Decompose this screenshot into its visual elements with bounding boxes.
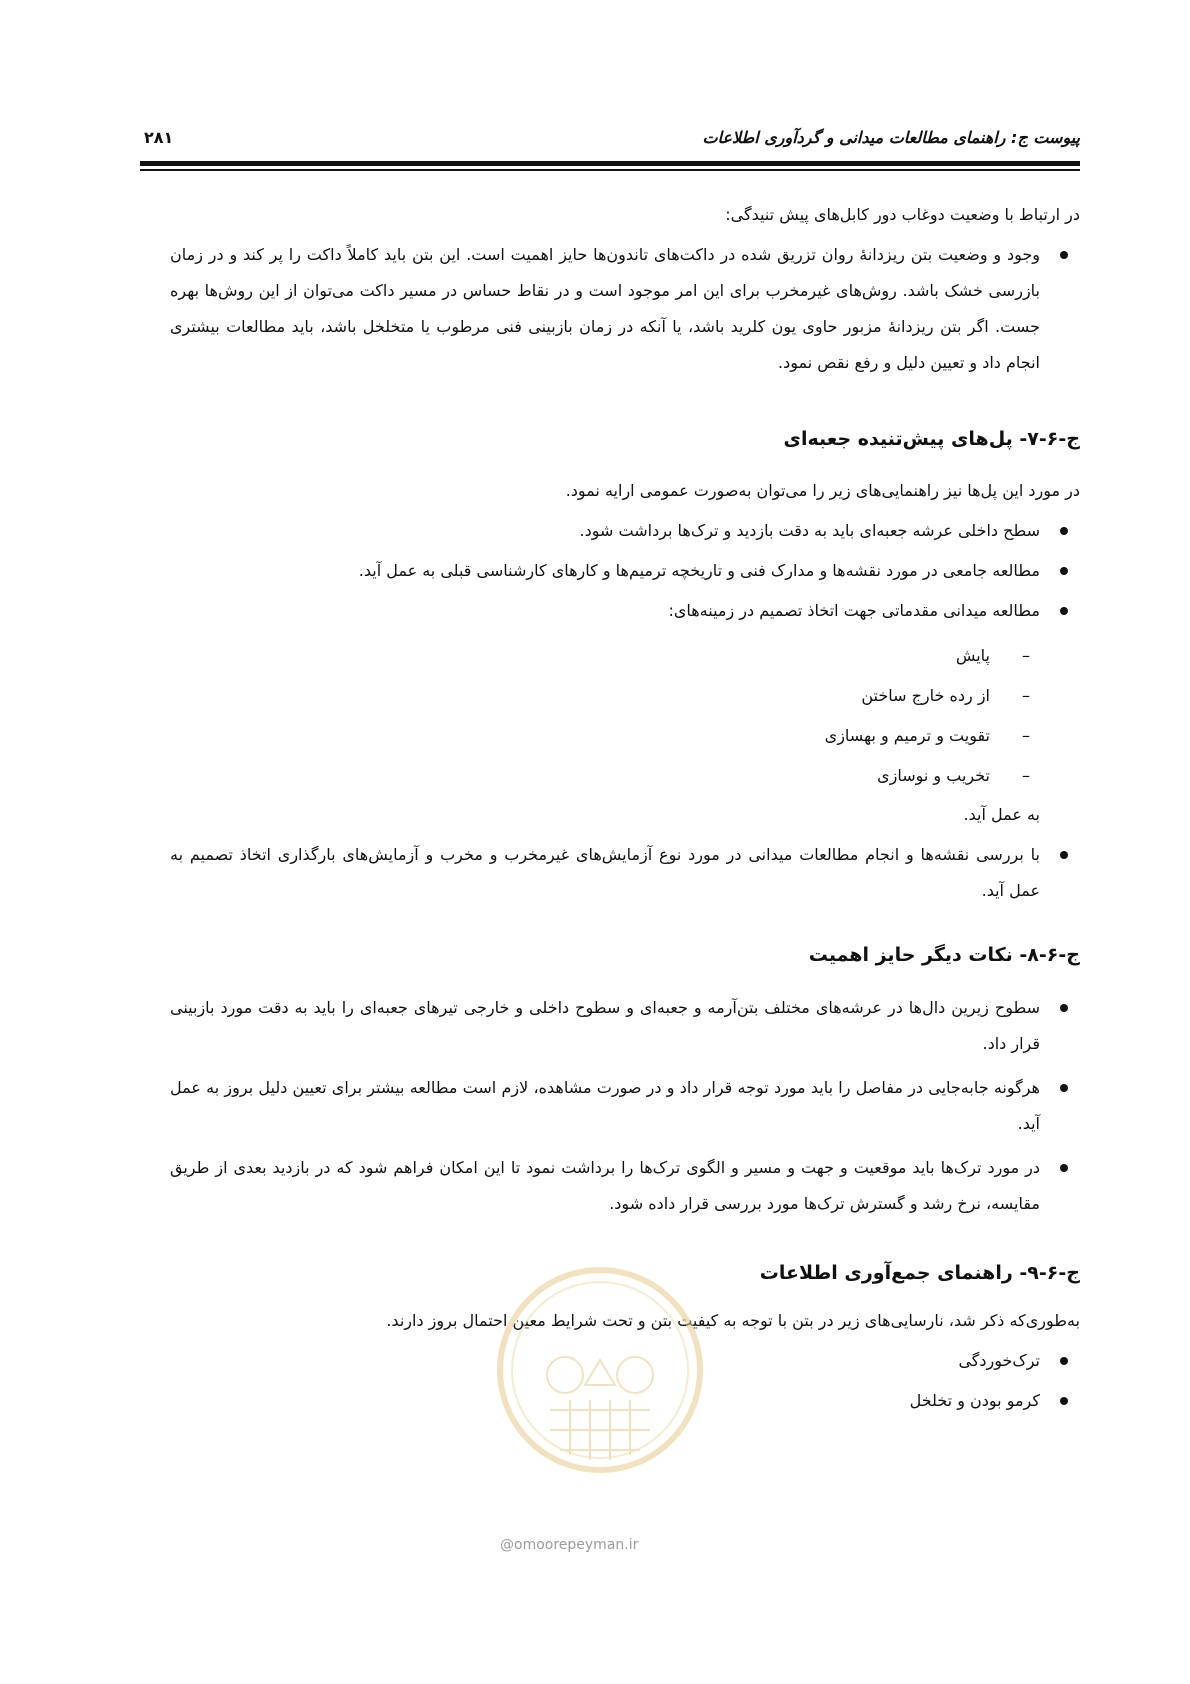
bullet-marker: [1060, 851, 1068, 859]
dash-marker: –: [1022, 726, 1030, 745]
intro-line: در ارتباط با وضعیت دوغاب دور کابل‌های پیش تنیدگی:: [725, 205, 1080, 224]
header-title: پیوست ج: راهنمای مطالعات میدانی و گردآوری اطلاعات: [702, 128, 1080, 147]
bullet-marker: [1060, 1397, 1068, 1405]
intro-bullet-text: وجود و وضعیت بتن ریزدانهٔ روان تزریق شده در داکت‌های تاندون‌ها حایز اهمیت است. این بتن باید کاملاً داکت را پر کند و در زمان بازرسی خشک باشد. روش‌های غیرمخرب برای این امر موجود است و در نقاط حساس در مسیر داکت می‌توان از این روش‌ها بهره جست. اگر بتن ریزدانهٔ مزبور حاوی یون کلرید باشد، یا آنکه در زمان بازبینی فنی مرطوب یا متخلخل باشد، باید مطالعات بیشتری انجام داد و تعیین دلیل و رفع نقص نمود.: [170, 245, 1040, 372]
section-7-bullet-1: سطح داخلی عرشه جعبه‌ای باید به دقت بازدید و ترک‌ها برداشت شود.: [579, 521, 1040, 540]
section-7-bullet-3: مطالعه میدانی مقدماتی جهت اتخاذ تصمیم در زمینه‌های:: [668, 601, 1040, 620]
bullet-marker: [1060, 1004, 1068, 1012]
section-8-heading: ج-۶-۸- نکات دیگر حایز اهمیت: [808, 944, 1080, 966]
bullet-marker: [1060, 567, 1068, 575]
section-7-heading: ج-۶-۷- پل‌های پیش‌تنیده جعبه‌ای: [783, 428, 1080, 450]
dash-item-3: تقویت و ترمیم و بهسازی: [824, 726, 990, 745]
section-8-bullet-3: در مورد ترک‌ها باید موقعیت و جهت و مسیر و الگوی ترک‌ها را برداشت نمود تا این امکان فراهم شود که در بازدید بعدی از طریق مقایسه، نرخ رشد و گسترش ترک‌ها مورد بررسی قرار داده شود.: [170, 1158, 1040, 1213]
dash-item-4: تخریب و نوسازی: [877, 766, 990, 785]
watermark-caption: @omoorepeyman.ir: [500, 1537, 639, 1553]
section-9-intro: به‌طوری‌که ذکر شد، نارسایی‌های زیر در بتن با توجه به کیفیت بتن و تحت شرایط معین احتمال بروز دارند.: [386, 1311, 1080, 1330]
header-rule-thick: [140, 161, 1080, 166]
section-9-bullet-1: ترک‌خوردگی: [958, 1351, 1040, 1370]
bullet-marker: [1060, 527, 1068, 535]
section-7-intro: در مورد این پل‌ها نیز راهنمایی‌های زیر را می‌توان به‌صورت عمومی ارایه نمود.: [565, 481, 1080, 500]
bullet-marker: [1060, 251, 1068, 259]
section-7-bullet-2: مطالعه جامعی در مورد نقشه‌ها و مدارک فنی و تاریخچه ترمیم‌ها و کارهای کارشناسی قبلی به عمل آید.: [358, 561, 1040, 580]
section-8-bullet-1: سطوح زیرین دال‌ها در عرشه‌های مختلف بتن‌آرمه و جعبه‌ای و سطوح داخلی و خارجی تیرهای جعبه‌ای را باید به دقت مورد بازبینی قرار داد.: [170, 998, 1040, 1053]
section-8-bullet-2: هرگونه جابه‌جایی در مفاصل را باید مورد توجه قرار داد و در صورت مشاهده، لازم است مطالعه بیشتر برای تعیین دلیل بروز به عمل آید.: [170, 1078, 1040, 1133]
dash-marker: –: [1022, 646, 1030, 665]
dash-marker: –: [1022, 766, 1030, 785]
section-9-bullet-2: کرمو بودن و تخلخل: [909, 1391, 1040, 1410]
dash-item-2: از رده خارج ساختن: [861, 686, 990, 705]
header-rule-thin: [140, 169, 1080, 171]
section-9-heading: ج-۶-۹- راهنمای جمع‌آوری اطلاعات: [759, 1262, 1080, 1284]
dash-item-1: پایش: [955, 646, 990, 665]
bullet-marker: [1060, 1164, 1068, 1172]
bullet-marker: [1060, 1357, 1068, 1365]
watermark-seal-icon: [490, 1260, 710, 1480]
after-dash-text: به عمل آید.: [963, 805, 1040, 824]
bullet-marker: [1060, 607, 1068, 615]
dash-marker: –: [1022, 686, 1030, 705]
bullet-marker: [1060, 1084, 1068, 1092]
section-7-last-bullet: با بررسی نقشه‌ها و انجام مطالعات میدانی در مورد نوع آزمایش‌های غیرمخرب و مخرب و آزمایش‌های بارگذاری اتخاذ تصمیم به عمل آید.: [170, 845, 1040, 900]
watermark-logo: [490, 1260, 710, 1480]
page-number: ۲۸۱: [144, 128, 174, 147]
running-header: [140, 128, 1080, 158]
